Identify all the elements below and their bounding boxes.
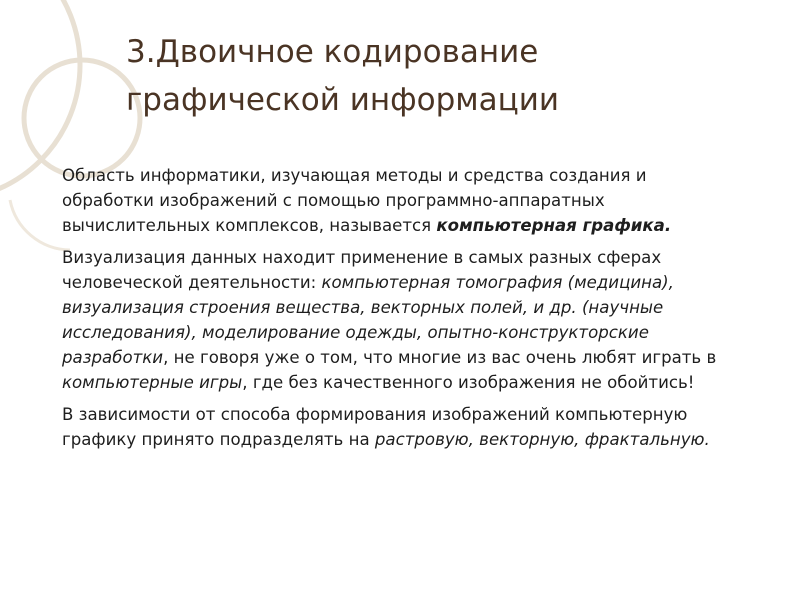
- applications-middle: , не говоря уже о том, что многие из вас очень любят играть в: [163, 348, 717, 367]
- paragraph-definition: [62, 163, 742, 238]
- slide-title-line-1: 3.Двоичное кодирование: [126, 34, 539, 70]
- definition-term: компьютерная графика.: [436, 216, 672, 235]
- paragraph-applications: [62, 245, 742, 395]
- applications-games: компьютерные игры: [62, 373, 243, 392]
- decorative-arc: [10, 200, 70, 250]
- slide-body: [62, 163, 742, 459]
- slide-title-line-2: графической информации: [126, 82, 560, 118]
- applications-intro: Визуализация данных находит применение в самых разных сферах человеческой деятельности:: [62, 248, 662, 292]
- classification-types: растровую, векторную, фрактальную.: [374, 430, 710, 449]
- classification-text: В зависимости от способа формирования изображений компьютерную графику принято подразделять на: [62, 405, 688, 449]
- applications-end: , где без качественного изображения не обойтись!: [242, 373, 695, 392]
- decorative-ring-small: [24, 60, 140, 176]
- applications-examples: компьютерная томография (медицина), визуализация строения вещества, векторных полей, и др. (научные исследования), моделирование одежды, опытно-конструкторские разработки: [62, 273, 674, 367]
- definition-text: Область информатики, изучающая методы и средства создания и обработки изображений с помощью программно-аппаратных вычислительных комплексов, называется: [62, 166, 647, 235]
- paragraph-classification: [62, 402, 742, 452]
- slide-title: [126, 28, 686, 124]
